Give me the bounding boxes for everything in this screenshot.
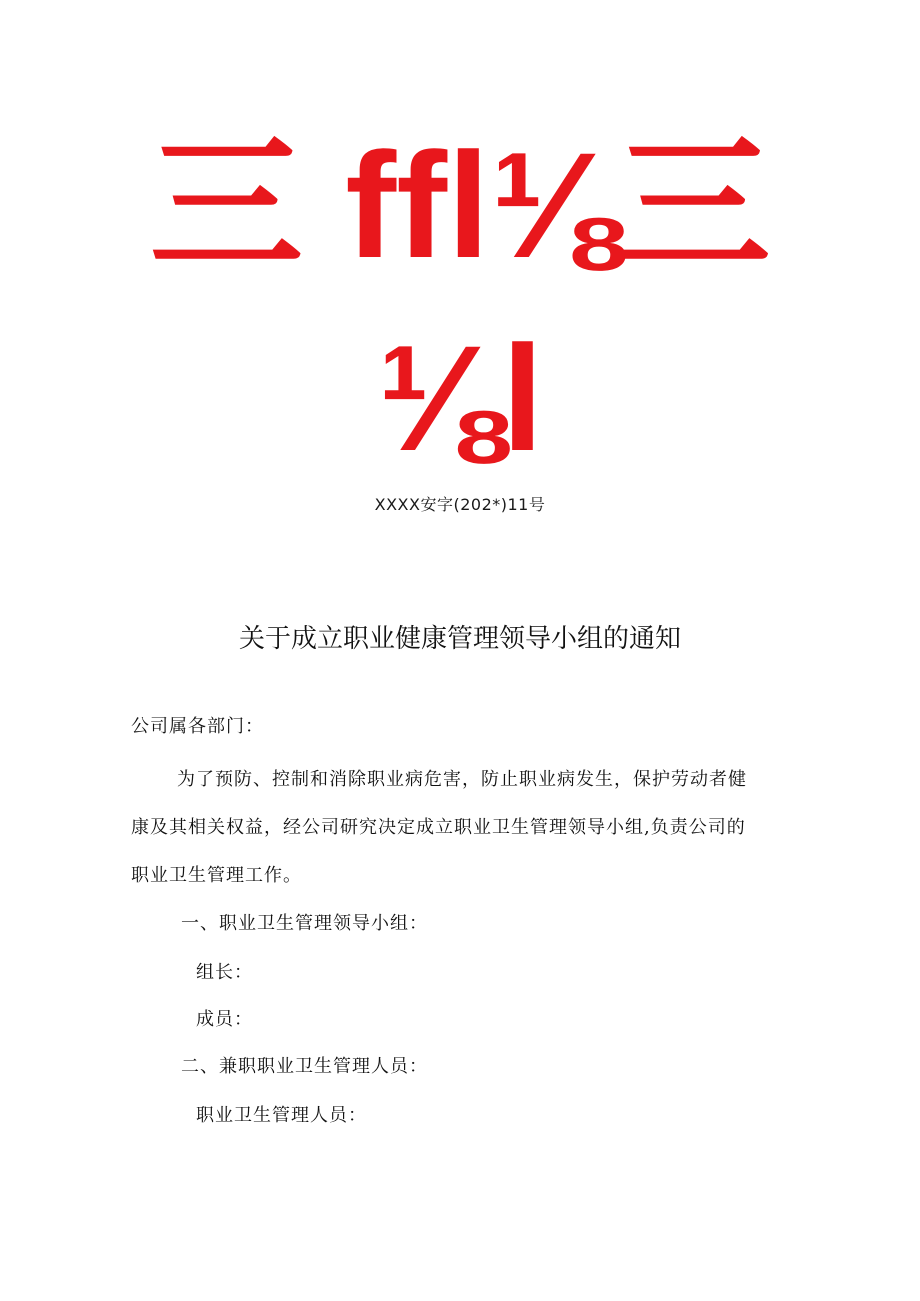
masthead-line-1: 三 ffl⅛三 [149, 121, 771, 289]
masthead-line-2: ⅛l [376, 314, 544, 482]
members-label: 成员： [196, 1009, 253, 1030]
document-number: XXXX安字(202*)11号 [374, 495, 546, 514]
paragraph-line-2: 康及其相关权益，经公司研究决定成立职业卫生管理领导小组,负责公司的 [131, 817, 746, 838]
document-title: 关于成立职业健康管理领导小组的通知 [238, 624, 681, 654]
section-2-heading: 二、兼职职业卫生管理人员： [181, 1056, 428, 1077]
staff-label: 职业卫生管理人员： [196, 1105, 367, 1126]
section-1-heading: 一、职业卫生管理领导小组： [181, 913, 428, 934]
paragraph-line-1: 为了预防、控制和消除职业病危害，防止职业病发生，保护劳动者健 [177, 769, 747, 790]
paragraph-line-3: 职业卫生管理工作。 [131, 865, 302, 886]
leader-label: 组长： [196, 962, 253, 983]
salutation: 公司属各部门： [131, 716, 264, 737]
